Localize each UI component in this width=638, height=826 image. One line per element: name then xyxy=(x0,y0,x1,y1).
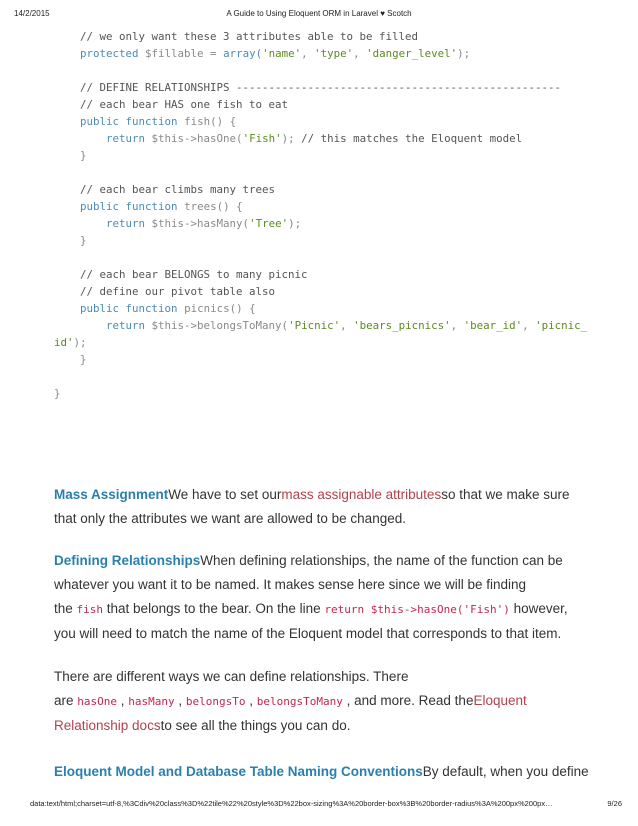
text: however, xyxy=(509,601,568,616)
inline-code: belongsTo xyxy=(185,695,246,708)
code-keyword: function xyxy=(125,115,178,128)
text: By default, when you define xyxy=(422,764,589,779)
code-line xyxy=(80,351,87,368)
code-keyword: return xyxy=(106,132,146,145)
text: There are different ways we can define relationships. There xyxy=(54,669,409,684)
lead-mass-assignment: Mass Assignment xyxy=(54,487,169,502)
code-comment: // define our pivot table also xyxy=(80,285,276,298)
code-line xyxy=(80,45,470,62)
text: so that we make sure xyxy=(441,487,570,502)
code-line xyxy=(80,266,308,283)
code-string: 'picnic_ xyxy=(535,319,588,332)
text: , xyxy=(245,693,257,708)
code-string: 'type' xyxy=(314,47,354,60)
code-punct: ); xyxy=(73,336,87,349)
code-function: array( xyxy=(223,47,263,60)
text: , xyxy=(174,693,186,708)
code-variable: $this-> xyxy=(151,319,198,332)
code-brace: } xyxy=(54,387,61,400)
code-line xyxy=(80,79,561,96)
code-line xyxy=(54,385,61,402)
code-function-name: picnics() { xyxy=(184,302,256,315)
paragraph-relationship-types xyxy=(54,665,594,738)
code-comment: // each bear BELONGS to many picnic xyxy=(80,268,308,281)
code-line xyxy=(106,130,522,147)
code-string: 'bear_id' xyxy=(463,319,523,332)
code-keyword: return xyxy=(106,319,146,332)
link-eloquent-relationship-docs[interactable]: Relationship docs xyxy=(54,718,161,733)
code-line xyxy=(80,198,243,215)
code-keyword: function xyxy=(125,200,178,213)
lead-naming-conventions: Eloquent Model and Database Table Naming Conventions xyxy=(54,764,423,779)
text: We have to set our xyxy=(168,487,282,502)
code-variable: $fillable xyxy=(145,47,204,60)
link-mass-assignable-attributes[interactable]: mass assignable attributes xyxy=(281,487,442,502)
code-line xyxy=(80,113,236,130)
text: , and more. Read the xyxy=(342,693,474,708)
code-punct: ); xyxy=(288,217,302,230)
code-line xyxy=(106,317,587,334)
code-punct: , xyxy=(340,319,354,332)
inline-code: hasMany xyxy=(128,695,175,708)
code-line xyxy=(80,28,418,45)
code-variable: $this-> xyxy=(151,132,198,145)
code-variable: $this-> xyxy=(151,217,198,230)
text: that only the attributes we want are allowed to be changed. xyxy=(54,511,406,526)
code-keyword: return xyxy=(106,217,146,230)
code-line xyxy=(80,147,87,164)
inline-code: hasOne xyxy=(77,695,118,708)
code-keyword: public xyxy=(80,302,120,315)
code-comment: // this matches the Eloquent model xyxy=(301,132,523,145)
code-line xyxy=(80,283,275,300)
text: are xyxy=(54,693,78,708)
print-title: A Guide to Using Eloquent ORM in Laravel ♥ Scotch xyxy=(226,9,412,18)
code-comment: // each bear climbs many trees xyxy=(80,183,276,196)
code-keyword: function xyxy=(125,302,178,315)
text: When defining relationships, the name of the function can be xyxy=(200,553,563,568)
inline-code: belongsToMany xyxy=(256,695,343,708)
paragraph-naming-conventions xyxy=(54,760,594,784)
code-call: belongsToMany( xyxy=(197,319,289,332)
code-string: 'Picnic' xyxy=(288,319,341,332)
code-line xyxy=(106,215,301,232)
text: , xyxy=(117,693,129,708)
code-brace: } xyxy=(80,353,87,366)
code-string: 'name' xyxy=(262,47,302,60)
code-keyword: protected xyxy=(80,47,139,60)
code-punct: , xyxy=(353,47,367,60)
code-brace: } xyxy=(80,149,87,162)
link-eloquent-relationship-docs[interactable]: Eloquent xyxy=(473,693,527,708)
code-punct: , xyxy=(522,319,536,332)
lead-defining-relationships: Defining Relationships xyxy=(54,553,201,568)
code-call: hasOne( xyxy=(197,132,243,145)
code-line xyxy=(80,300,256,317)
text: that belongs to the bear. On the line xyxy=(103,601,325,616)
code-punct: , xyxy=(301,47,315,60)
code-comment: // each bear HAS one fish to eat xyxy=(80,98,289,111)
code-line xyxy=(80,96,288,113)
paragraph-defining-relationships xyxy=(54,549,594,646)
code-comment: // DEFINE RELATIONSHIPS -------------------------------------------------- xyxy=(80,81,562,94)
code-function-name: trees() { xyxy=(184,200,243,213)
code-function-name: fish() { xyxy=(184,115,237,128)
text: you will need to match the name of the Eloquent model that corresponds to that item. xyxy=(54,626,562,641)
code-string: 'Tree' xyxy=(249,217,289,230)
page-number: 9/26 xyxy=(607,799,622,808)
inline-code: return $this->hasOne('Fish') xyxy=(324,603,510,616)
code-keyword: public xyxy=(80,115,120,128)
inline-code: fish xyxy=(76,603,104,616)
code-call: hasMany( xyxy=(197,217,250,230)
code-string: 'Fish' xyxy=(242,132,282,145)
code-string: 'danger_level' xyxy=(366,47,458,60)
code-punct: , xyxy=(450,319,464,332)
print-url: data:text/html;charset=utf-8,%3Cdiv%20class%3D%22tile%22%20style%3D%22box-sizing%3A%20border-box%3B%20border-radius%3A%200px%200px… xyxy=(30,799,553,808)
code-line xyxy=(54,334,87,351)
code-string: id' xyxy=(54,336,74,349)
code-line xyxy=(80,181,275,198)
code-punct: ); xyxy=(457,47,471,60)
text: the xyxy=(54,601,77,616)
print-date: 14/2/2015 xyxy=(14,9,50,18)
text: whatever you want it to be named. It makes sense here since we will be finding xyxy=(54,577,526,592)
code-comment: // we only want these 3 attributes able to be filled xyxy=(80,30,419,43)
code-line xyxy=(80,232,87,249)
code-brace: } xyxy=(80,234,87,247)
code-punct: = xyxy=(203,47,224,60)
code-punct: ); xyxy=(281,132,295,145)
code-keyword: public xyxy=(80,200,120,213)
text: to see all the things you can do. xyxy=(160,718,351,733)
paragraph-mass-assignment xyxy=(54,483,594,531)
code-string: 'bears_picnics' xyxy=(353,319,451,332)
